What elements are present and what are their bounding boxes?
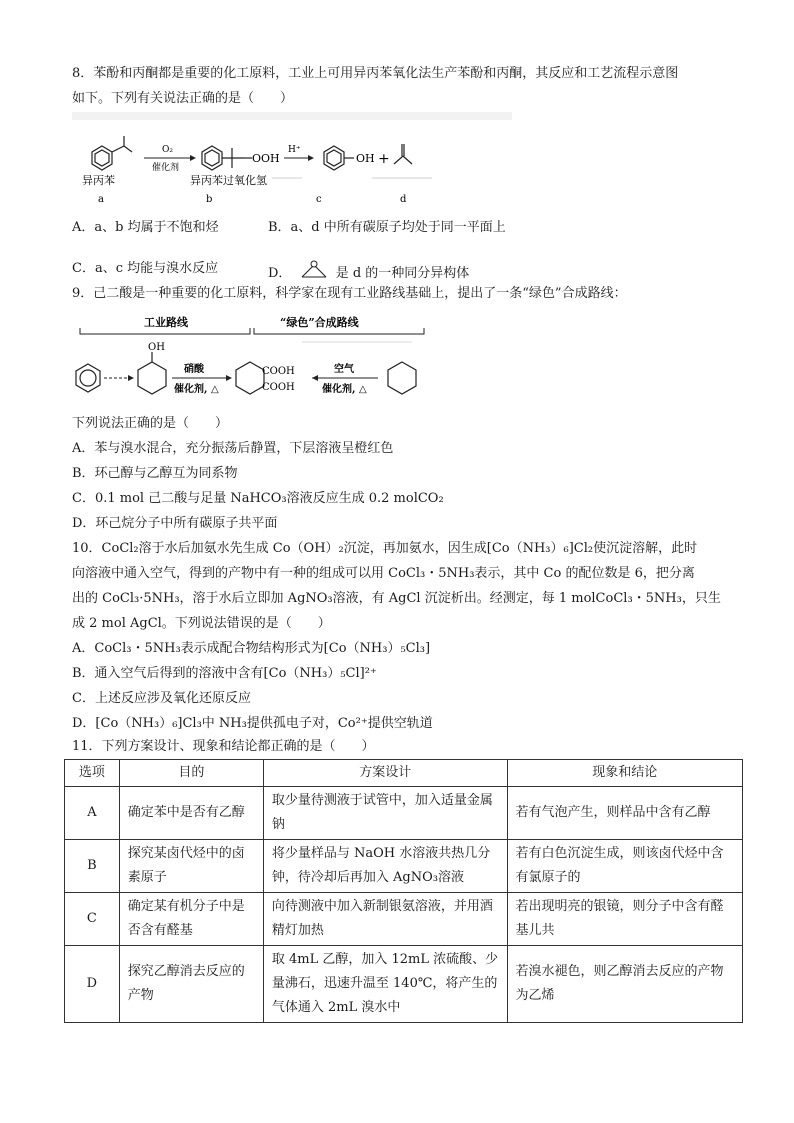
q11-stem: 11．下列方案设计、现象和结论都正确的是（ ） (72, 739, 375, 754)
table-row (65, 893, 743, 946)
q11-table (64, 759, 743, 1023)
q8-option-c: C．a、c 均能与溴水反应 (72, 261, 219, 276)
adipic-acid-ring (236, 362, 264, 394)
cyclohexanol-ring (138, 352, 166, 394)
reagent-nitric-acid: 硝酸 (184, 364, 204, 375)
q8-stem-line1: 8．苯酚和丙酮都是重要的化工原料，工业上可用异丙苯氧化法生产苯酚和丙酮，其反应和工艺流程示意图 (72, 66, 679, 81)
q9-option-b: B．环己醇与乙醇互为同系物 (72, 466, 238, 481)
reagent-acid: H⁺ (288, 145, 301, 155)
reagent-air: 空气 (334, 364, 354, 375)
q9-stem: 9．己二酸是一种重要的化工原料，科学家在现有工业路线基础上，提出了一条“绿色”合成路线： (72, 286, 627, 301)
q10-option-b: B．通入空气后得到的溶液中含有[Co（NH₃）₅Cl]²⁺ (72, 666, 377, 681)
q10-option-a: A．CoCl₃・5NH₃表示成配合物结构形式为[Co（NH₃）₅Cl₃] (72, 641, 431, 656)
catalyst-right: 催化剂, △ (322, 384, 367, 395)
reaction-arrow-1 (144, 145, 196, 173)
q8-option-d-prefix: D． (268, 266, 292, 281)
row-d-goal: 探究乙醇消去反应的产物 (119, 946, 263, 1023)
label-b: b (206, 194, 213, 205)
plus-sign: + (378, 151, 390, 167)
header-result: 现象和结论 (507, 760, 743, 787)
benzene-ring-b (202, 146, 252, 170)
q10-stem-line1: 10．CoCl₂溶于水后加氨水先生成 Co（OH）₂沉淀，再加氨水，因生成[Co（NH₃）₆]Cl₂使沉淀溶解，此时 (72, 541, 698, 556)
row-d-option: D (65, 946, 120, 1023)
label-c: c (316, 194, 322, 205)
header-option: 选项 (65, 760, 120, 787)
header-goal: 目的 (119, 760, 263, 787)
q10-stem-line4: 成 2 mol AgCl。下列说法错误的是（ ） (72, 616, 331, 631)
row-d-result: 若溴水褪色，则乙醇消去反应的产物为乙烯 (507, 946, 743, 1023)
benzene-ring-a (92, 136, 132, 170)
q10-option-c: C．上述反应涉及氧化还原反应 (72, 691, 251, 706)
row-c-plan: 向待测液中加入新制银氨溶液，并用酒精灯加热 (263, 893, 507, 946)
reagent-catalyst: 催化剂 (152, 163, 180, 173)
q10-stem-line2: 向溶液中通入空气，得到的产物中有一种的组成可以用 CoCl₃・5NH₃表示，其中 Co 的配位数是 6，把分离 (72, 566, 695, 581)
row-c-result: 若出现明亮的银镜，则分子中含有醛基儿共 (507, 893, 743, 946)
catalyst-left: 催化剂, △ (174, 384, 219, 395)
benzene-ring (76, 364, 100, 392)
q9-route-diagram (72, 312, 432, 408)
q10-stem-line3: 出的 CoCl₃·5NH₃，溶于水后立即加 AgNO₃溶液，有 AgCl 沉淀析出。经测定，每 1 molCoCl₃・5NH₃，只生 (72, 591, 721, 606)
row-b-option: B (65, 840, 120, 893)
q8-option-d (268, 259, 469, 284)
header-plan: 方案设计 (263, 760, 507, 787)
label-a: a (98, 194, 104, 205)
row-a-option: A (65, 787, 120, 840)
q8-stem-line2: 如下。下列有关说法正确的是（ ） (72, 91, 294, 106)
cooh-top: COOH (262, 366, 295, 377)
ooh-group: OOH (252, 152, 280, 165)
q8-option-d-suffix: 是 d 的一种同分异构体 (335, 266, 470, 281)
route-industrial-label: 工业路线 (144, 316, 188, 329)
table-row (65, 946, 743, 1023)
table-row (65, 787, 743, 840)
row-a-plan: 取少量待测液于试管中，加入适量金属钠 (263, 787, 507, 840)
q9-question: 下列说法正确的是（ ） (72, 416, 229, 431)
row-c-option: C (65, 893, 120, 946)
epoxide-structure-icon (296, 259, 332, 281)
oh-group: OH (356, 152, 375, 165)
table-row (65, 840, 743, 893)
acetone-structure (394, 144, 412, 164)
route-green-label: “绿色”合成路线 (280, 316, 359, 329)
q9-option-c: C．0.1 mol 己二酸与足量 NaHCO₃溶液反应生成 0.2 molCO₂ (72, 491, 444, 506)
row-d-plan: 取 4mL 乙醇，加入 12mL 浓硫酸、少量沸石，迅速升温至 140℃，将产生的气体通入 2mL 溴水中 (263, 946, 507, 1023)
cyclohexane-ring (388, 362, 416, 394)
q8-reaction-diagram (72, 112, 512, 208)
row-a-result: 若有气泡产生，则样品中含有乙醇 (507, 787, 743, 840)
benzene-ring-c (324, 146, 354, 170)
row-b-result: 若有白色沉淀生成，则该卤代烃中含有氯原子的 (507, 840, 743, 893)
reaction-arrow-2 (284, 145, 314, 161)
reagent-o2: O₂ (162, 145, 173, 155)
cyclohexanol-oh: OH (148, 342, 165, 353)
q8-option-a: A．a、b 均属于不饱和烃 (72, 220, 219, 235)
label-d: d (400, 194, 407, 205)
q9-option-d: D．环己烷分子中所有碳原子共平面 (72, 516, 278, 531)
row-a-goal: 确定苯中是否有乙醇 (119, 787, 263, 840)
row-c-goal: 确定某有机分子中是否含有醛基 (119, 893, 263, 946)
row-b-goal: 探究某卤代烃中的卤素原子 (119, 840, 263, 893)
table-header-row (65, 760, 743, 787)
name-b: 异丙苯过氧化氢 (190, 174, 267, 187)
cooh-bottom: COOH (262, 382, 295, 393)
q8-option-b: B．a、d 中所有碳原子均处于同一平面上 (268, 220, 506, 235)
q10-option-d: D．[Co（NH₃）₆]Cl₃中 NH₃提供孤电子对，Co²⁺提供空轨道 (72, 716, 433, 731)
row-b-plan: 将少量样品与 NaOH 水溶液共热几分钟，待冷却后再加入 AgNO₃溶液 (263, 840, 507, 893)
name-a: 异丙苯 (82, 174, 115, 187)
q9-option-a: A．苯与溴水混合，充分振荡后静置，下层溶液呈橙红色 (72, 441, 394, 456)
